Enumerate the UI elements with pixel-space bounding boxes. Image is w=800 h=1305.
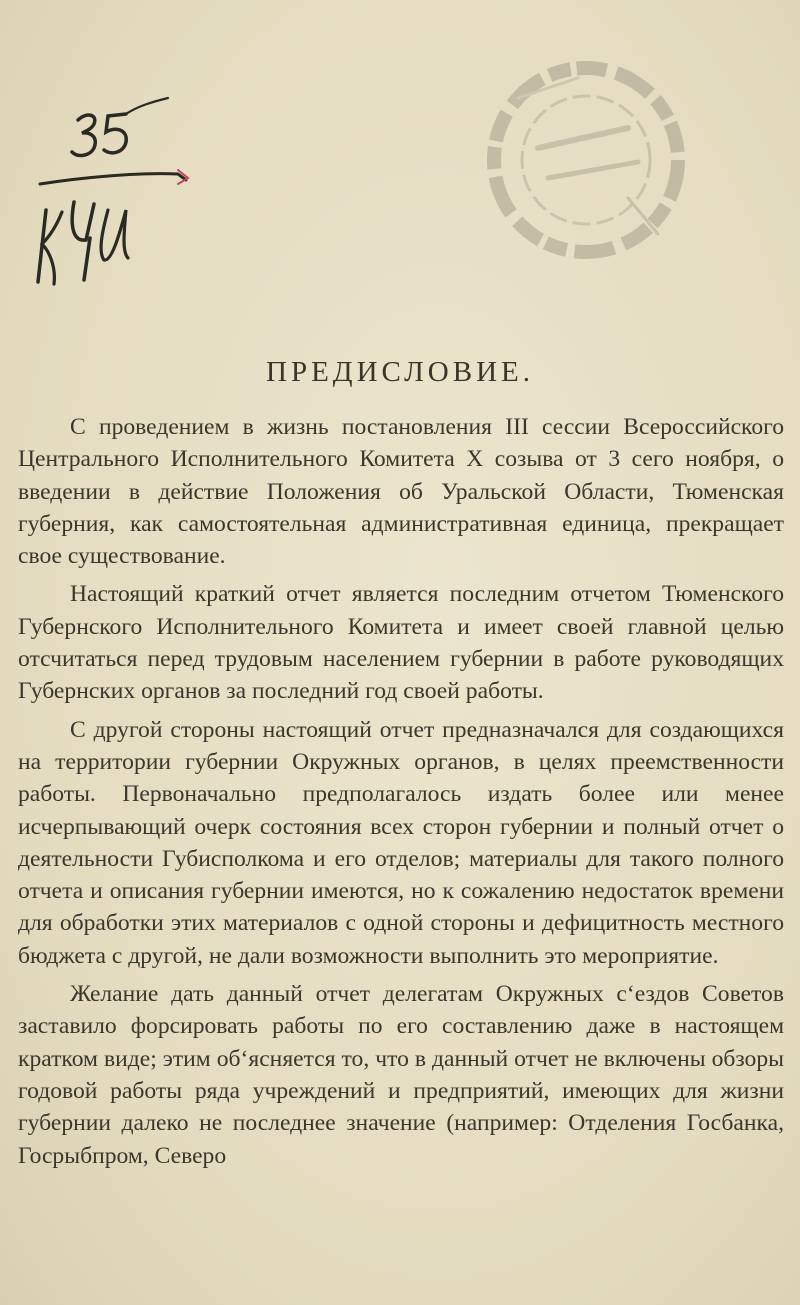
paragraph-3: С другой стороны настоящий отчет предназначался для создающихся на территории губернии Окружных органов, в целях преемственности работы. Первоначально предполагалось издать более или менее исчерпывающий очерк состояния всех сторон губернии и полный отчет о деятельности Губисполкома и его отделов; материалы для такого полного отчета и описания губернии имеются, но к сожалению недостаток времени для обработки этих материалов с одной стороны и дефицитность местного бюджета с другой, не дали возможности выполнить это мероприятие. <box>18 716 784 969</box>
page-title: ПРЕДИСЛОВИЕ. <box>266 356 534 388</box>
library-stamp-image <box>478 58 693 263</box>
paragraph-2: Настоящий краткий отчет является последним отчетом Тюменского Губернского Исполнительного Комитета и имеет своей главной целью отсчитаться перед трудовым населением губернии в работе руководящих Губернских органов за последний год своей работы. <box>18 581 784 705</box>
paragraph-4: Желание дать данный отчет делегатам Окружных с‘ездов Советов заставило форсировать работы по его составлению даже в настоящем кратком виде; этим об‘ясняется то, что в данный отчет не включены обзоры годовой работы ряда учреждений и предприятий, имеющих для жизни губернии далеко не последнее значение (например: Отделения Госбанка, Госрыбпром, Северо <box>18 981 784 1169</box>
body-text <box>18 411 784 1172</box>
paragraph-1: С проведением в жизнь постановления III сессии Всероссийского Центрального Исполнительного Комитета X созыва от 3 сего ноября, о введении в действие Положения об Уральской Области, Тюменская губерния, как самостоятельная административная единица, прекращает свое существование. <box>18 414 784 570</box>
handwritten-shelf-mark <box>28 92 208 292</box>
